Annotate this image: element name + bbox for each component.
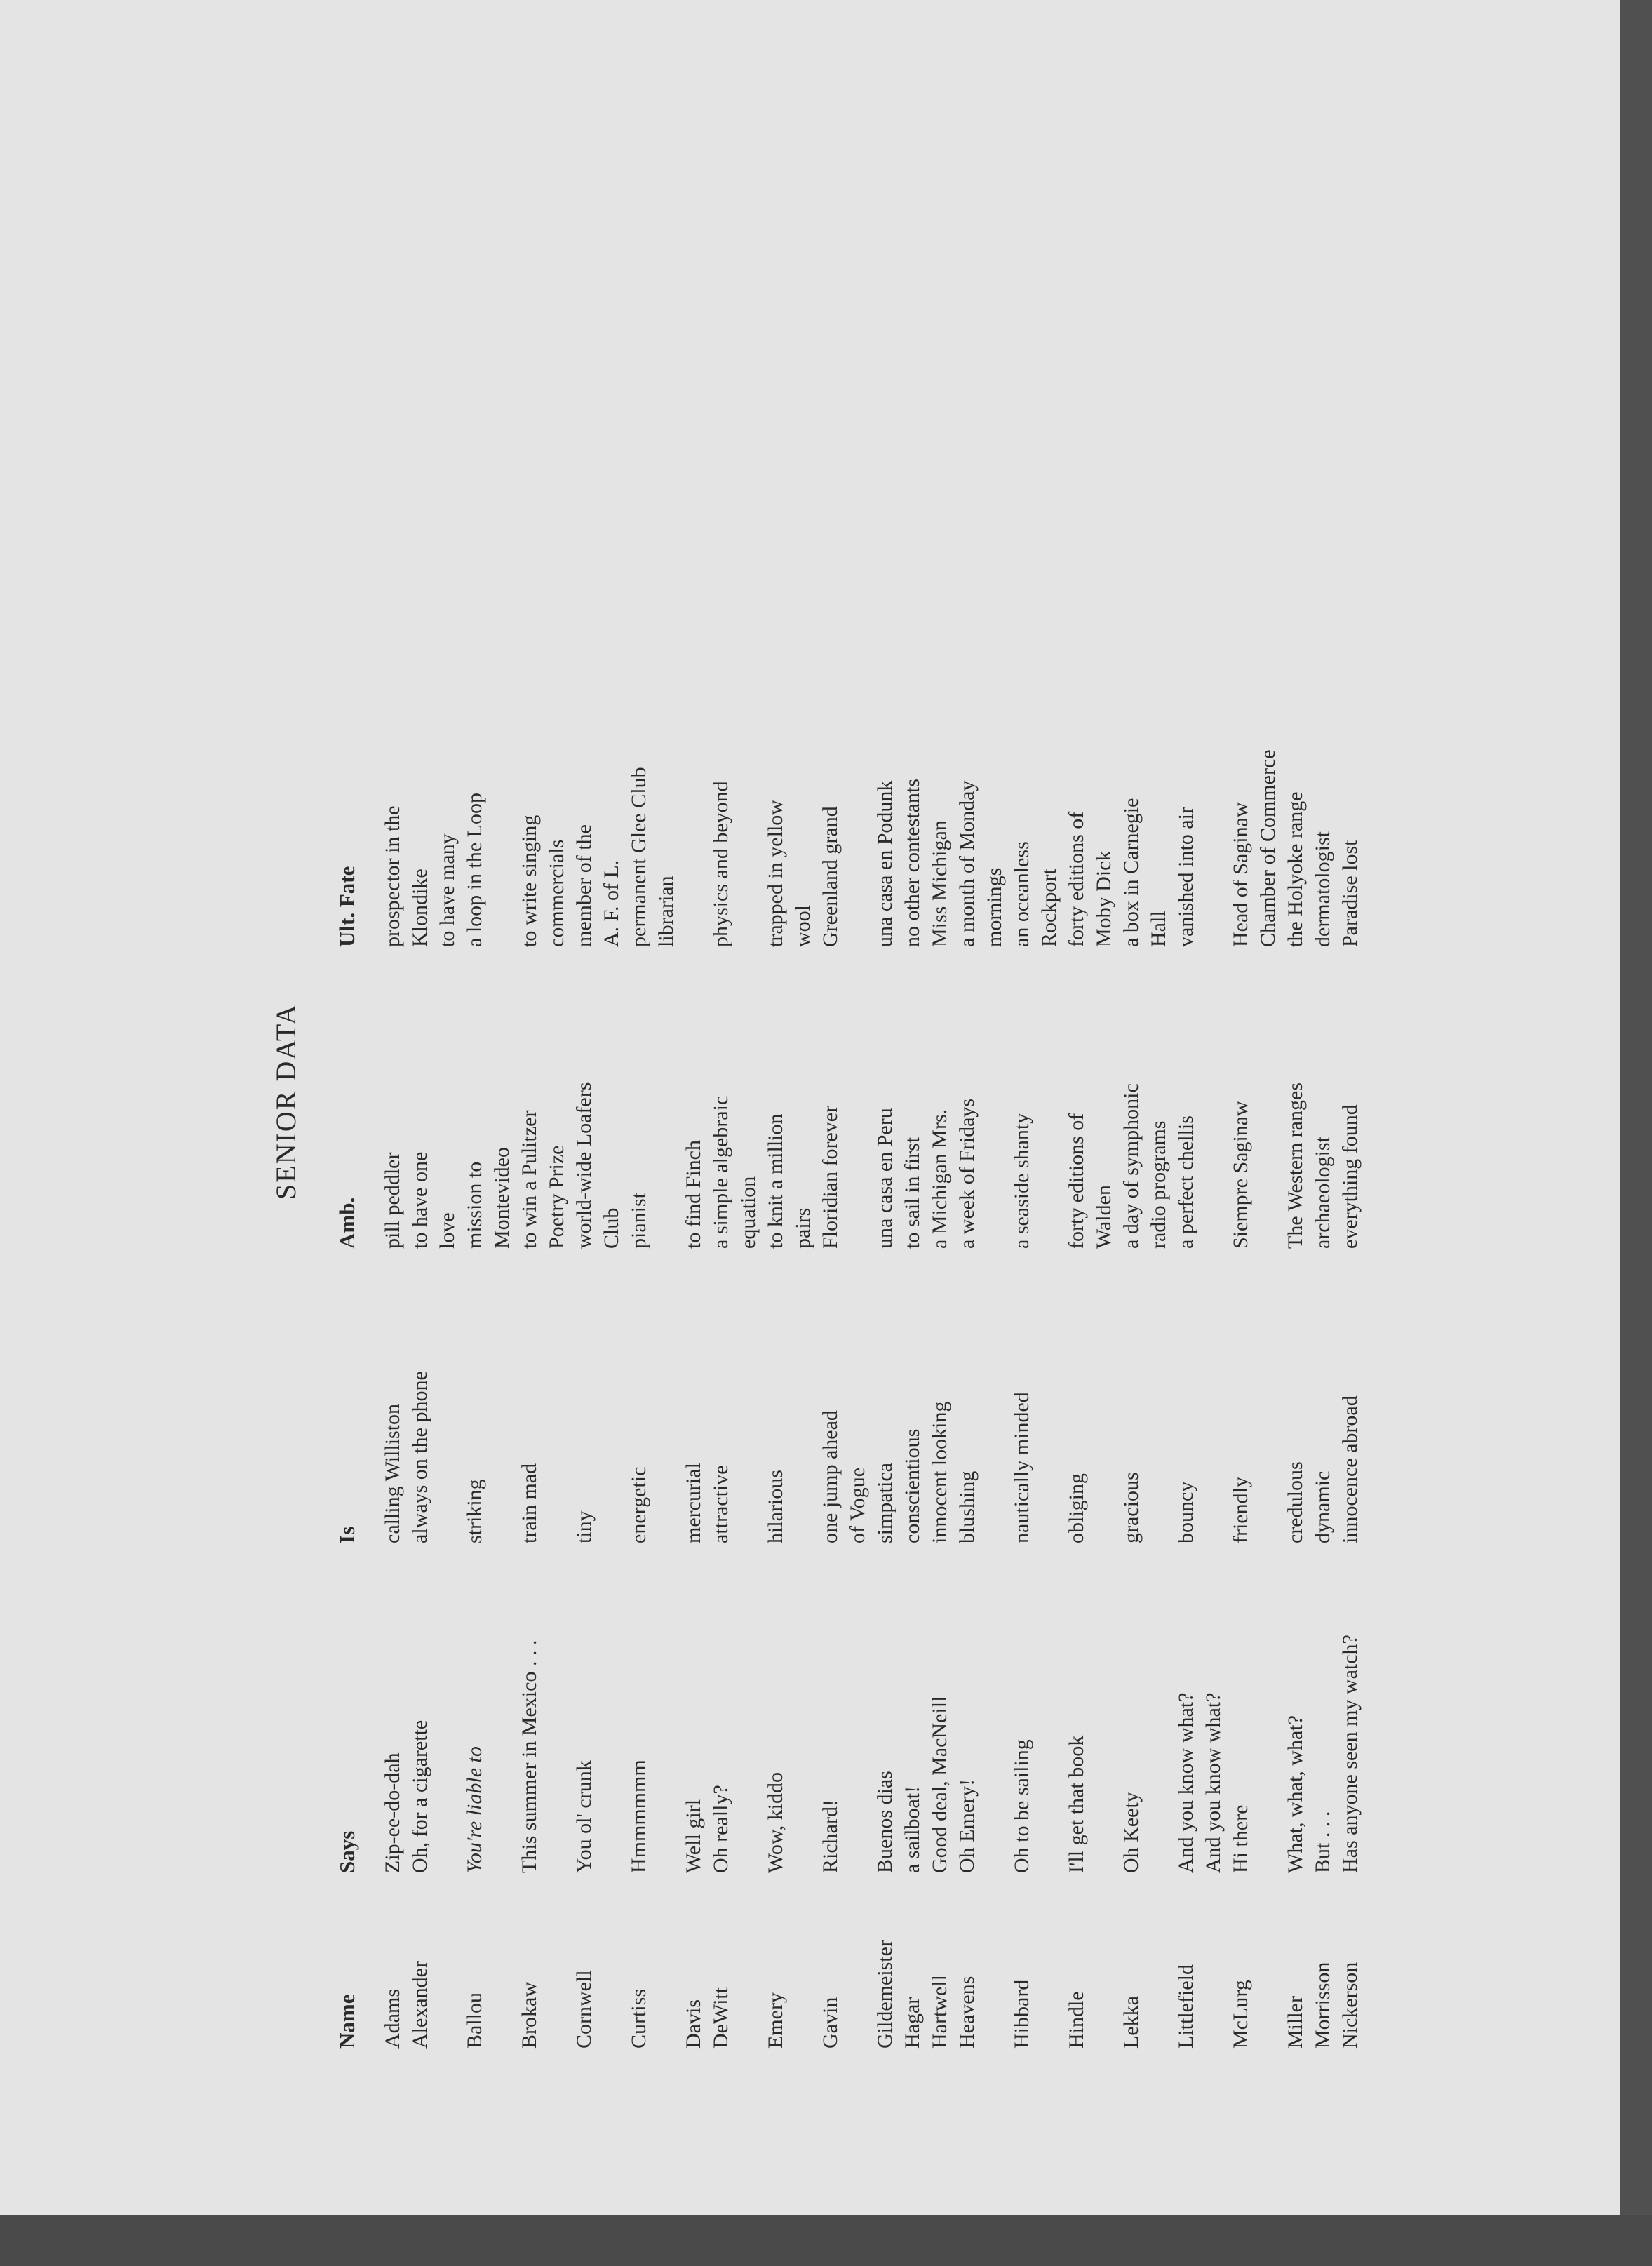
header-amb: Amb.: [335, 1197, 359, 1249]
amb-line: Poetry Prize: [545, 1145, 568, 1249]
amb-cell: to find Finch: [682, 1140, 705, 1249]
header-fate: Ult. Fate: [335, 866, 359, 947]
fate-line: trapped in yellow: [764, 800, 787, 947]
amb-cell: [762, 1082, 817, 1249]
fate-line: Hall: [1147, 911, 1170, 947]
name-cell: Curtiss: [627, 1988, 650, 2049]
is-cell: always on the phone: [408, 1371, 431, 1543]
amb-line: world-wide Loafers: [572, 1082, 596, 1249]
name-cell: Cornwell: [572, 1970, 596, 2049]
name-cell: Hibbard: [1010, 1979, 1033, 2049]
says-cell: You ol' crunk: [572, 1760, 596, 1873]
amb-line: pairs: [791, 1207, 814, 1249]
fate-cell: Miss Michigan: [928, 820, 951, 947]
amb-cell: a seaside shanty: [1010, 1113, 1033, 1249]
fate-line: a month of Monday: [955, 780, 979, 947]
is-cell: credulous: [1284, 1461, 1307, 1543]
says-cell: Hmmmmmm: [627, 1759, 650, 1873]
fate-line: permanent Glee Club: [627, 767, 650, 947]
fate-cell: physics and beyond: [709, 781, 732, 947]
header-says: Says: [335, 1830, 359, 1873]
column-says: [379, 1635, 1364, 1873]
fate-cell: [570, 749, 625, 947]
name-cell: Nickerson: [1338, 1962, 1362, 2049]
fate-line: wool: [791, 905, 814, 947]
says-cell: Oh really?: [709, 1785, 732, 1873]
fate-cell: [953, 749, 1008, 947]
name-cell: Emery: [764, 1992, 787, 2049]
name-cell: DeWitt: [709, 1987, 732, 2049]
fate-line: A. F. of L.: [600, 859, 623, 947]
fate-cell: the Holyoke range: [1284, 791, 1307, 947]
says-cell: Oh, for a cigarette: [408, 1719, 431, 1873]
fate-cell: Paradise lost: [1338, 840, 1362, 947]
is-cell: innocence abroad: [1338, 1395, 1362, 1543]
name-cell: Lekka: [1120, 1996, 1143, 2049]
name-cell: Gildemeister: [873, 1940, 896, 2049]
says-cell: Richard!: [819, 1799, 842, 1873]
says-cell: a sailboat!: [901, 1785, 924, 1873]
is-cell: obliging: [1065, 1473, 1088, 1543]
amb-cell: una casa en Peru: [873, 1108, 896, 1249]
is-cell: energetic: [627, 1466, 650, 1543]
amb-cell: [516, 1082, 570, 1249]
senior-data-table: [267, 154, 1473, 2049]
says-cell: This summer in Mexico . . .: [518, 1640, 541, 1873]
says-cell: What, what, what?: [1284, 1715, 1307, 1873]
amb-cell: The Western ranges: [1284, 1082, 1307, 1249]
name-cell: Littlefield: [1174, 1964, 1197, 2049]
column-name: [379, 1940, 1364, 2049]
fate-cell: to have many: [436, 833, 459, 947]
fate-cell: [1227, 749, 1282, 947]
amb-line: equation: [737, 1176, 760, 1249]
is-cell: nautically minded: [1010, 1392, 1033, 1543]
is-line: one jump ahead: [819, 1410, 842, 1543]
fate-line: Klondike: [408, 869, 431, 947]
is-cell: [817, 1371, 871, 1543]
name-cell: Davis: [682, 1999, 705, 2049]
amb-cell: pill peddler: [381, 1152, 404, 1249]
fate-cell: no other contestants: [901, 779, 924, 947]
amb-line: a day of symphonic: [1120, 1083, 1143, 1249]
name-cell: Ballou: [463, 1992, 486, 2049]
says-cell: Zip-ee-do-dah: [381, 1752, 404, 1873]
is-cell: hilarious: [764, 1470, 787, 1543]
fate-line: Head of Saginaw: [1229, 802, 1252, 947]
is-cell: tiny: [572, 1510, 596, 1543]
amb-line: to win a Pulitzer: [518, 1110, 541, 1249]
amb-cell: [461, 1082, 516, 1249]
name-cell: Adams: [381, 1989, 404, 2049]
amb-cell: [570, 1082, 625, 1249]
fate-cell: dermatologist: [1311, 831, 1334, 947]
is-cell: dynamic: [1311, 1470, 1334, 1543]
amb-cell: a Michigan Mrs.: [928, 1108, 951, 1249]
name-cell: Hagar: [901, 1997, 924, 2049]
column-is: [379, 1371, 1364, 1543]
is-cell: train mad: [518, 1463, 541, 1543]
is-cell: innocent looking: [928, 1401, 951, 1543]
header-name: Name: [335, 1994, 359, 2049]
column-fate: [379, 749, 1364, 947]
fate-line: a box in Carnegie: [1120, 798, 1143, 947]
fate-cell: [625, 749, 680, 947]
name-cell: McLurg: [1229, 1980, 1252, 2049]
amb-cell: archaeologist: [1311, 1137, 1334, 1249]
fate-cell: [1008, 749, 1063, 947]
amb-line: forty editions of: [1065, 1113, 1088, 1249]
says-line: And you know what?: [1202, 1692, 1225, 1873]
header-is: Is: [335, 1526, 359, 1543]
amb-cell: [707, 1082, 762, 1249]
fate-line: mornings: [983, 867, 1006, 947]
says-line: And you know what?: [1174, 1692, 1197, 1873]
says-cell: You're liable to: [463, 1746, 486, 1873]
name-cell: Heavens: [955, 1976, 979, 2049]
scan-border: [0, 2215, 1652, 2266]
says-cell: Oh Emery!: [955, 1778, 979, 1873]
is-cell: calling Williston: [381, 1403, 404, 1543]
fate-line: an oceanless: [1010, 841, 1033, 947]
says-cell: I'll get that book: [1065, 1735, 1088, 1873]
says-cell: Oh to be sailing: [1010, 1739, 1033, 1873]
says-cell: Good deal, MacNeill: [928, 1696, 951, 1873]
says-cell: Oh Keety: [1120, 1792, 1143, 1873]
amb-line: to have one: [408, 1151, 431, 1249]
fate-line: prospector in the: [381, 805, 404, 947]
is-cell: bouncy: [1174, 1481, 1197, 1543]
is-cell: attractive: [709, 1465, 732, 1543]
name-cell: Brokaw: [518, 1982, 541, 2049]
amb-cell: [1117, 1082, 1172, 1249]
column-amb: [379, 1082, 1364, 1249]
amb-line: a simple algebraic: [709, 1095, 732, 1249]
fate-line: librarian: [654, 876, 678, 947]
amb-line: mission to: [463, 1161, 486, 1249]
fate-line: commercials: [545, 839, 568, 947]
fate-cell: a loop in the Loop: [463, 793, 486, 947]
fate-line: forty editions of: [1065, 811, 1088, 947]
fate-cell: una casa en Podunk: [873, 780, 896, 947]
amb-cell: [1063, 1082, 1117, 1249]
name-cell: Morrisson: [1311, 1962, 1334, 2049]
is-cell: striking: [463, 1479, 486, 1543]
amb-cell: a perfect chellis: [1174, 1115, 1197, 1249]
amb-cell: [406, 1082, 461, 1249]
amb-cell: Siempre Saginaw: [1229, 1101, 1252, 1249]
fate-cell: [516, 749, 570, 947]
says-cell: Well girl: [682, 1799, 705, 1873]
is-cell: simpatica: [873, 1463, 896, 1543]
is-cell: mercurial: [682, 1463, 705, 1543]
fate-cell: [1117, 749, 1172, 947]
amb-cell: Floridian forever: [819, 1105, 842, 1249]
says-cell: Buenos dias: [873, 1771, 896, 1873]
amb-line: Montevideo: [490, 1147, 513, 1249]
fate-cell: [762, 749, 817, 947]
fate-line: to write singing: [518, 814, 541, 947]
amb-line: radio programs: [1147, 1120, 1170, 1249]
amb-cell: pianist: [627, 1193, 650, 1249]
fate-cell: [1063, 749, 1117, 947]
fate-cell: Greenland grand: [819, 806, 842, 947]
fate-cell: vanished into air: [1174, 807, 1197, 947]
amb-cell: a week of Fridays: [955, 1098, 979, 1249]
is-cell: friendly: [1229, 1477, 1252, 1543]
is-cell: conscientious: [901, 1428, 924, 1543]
is-cell: gracious: [1120, 1472, 1143, 1543]
scan-edge: [1620, 0, 1652, 2266]
fate-cell: [379, 749, 434, 947]
amb-line: Club: [600, 1207, 623, 1249]
name-cell: Alexander: [408, 1961, 431, 2049]
fate-line: member of the: [572, 824, 596, 947]
name-cell: Gavin: [819, 1997, 842, 2049]
says-cell: [1172, 1635, 1227, 1873]
says-cell: Wow, kiddo: [764, 1772, 787, 1873]
fate-line: Chamber of Commerce: [1256, 749, 1280, 947]
is-cell: blushing: [955, 1470, 979, 1543]
says-cell: Hi there: [1229, 1804, 1252, 1873]
amb-cell: everything found: [1338, 1104, 1362, 1249]
name-cell: Miller: [1284, 1996, 1307, 2049]
page-title: SENIOR DATA: [270, 1003, 302, 1200]
amb-cell: to sail in first: [901, 1137, 924, 1249]
is-line: of Vogue: [846, 1467, 869, 1543]
says-cell: But . . .: [1311, 1811, 1334, 1873]
amb-line: love: [436, 1212, 459, 1249]
name-cell: Hindle: [1065, 1991, 1088, 2049]
fate-line: Moby Dick: [1092, 850, 1115, 947]
name-cell: Hartwell: [928, 1975, 951, 2049]
says-cell: Has anyone seen my watch?: [1338, 1635, 1362, 1873]
amb-line: to knit a million: [764, 1113, 787, 1249]
fate-line: Rockport: [1037, 869, 1061, 947]
amb-line: Walden: [1092, 1185, 1115, 1249]
